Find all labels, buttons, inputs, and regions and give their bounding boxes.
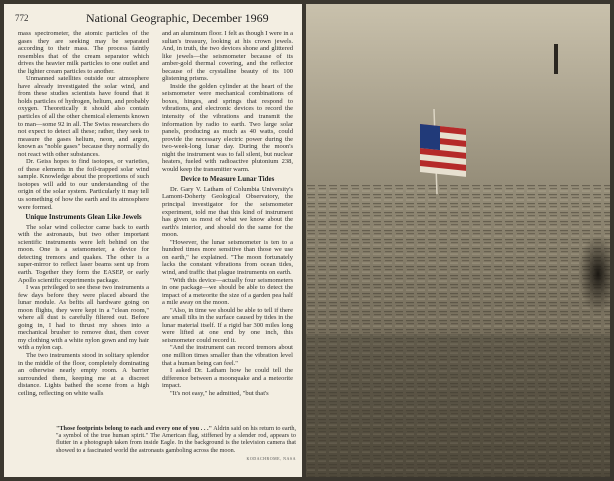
paragraph: The two instruments stood in solitary splendor in the middle of the floor, completely dominating an otherwise nearly empty room. A barrier surrounded them, keeping me at a discreet distance. Lights bathed the scene from a high ceiling, reflecting on white walls bbox=[18, 351, 149, 397]
paragraph: Dr. Geiss hopes to find isotopes, or varieties, of these elements in the foil-trapped solar wind sample. Knowledge about the proportions of such isotopes will add to our understanding of the origin of the solar system. Particularly it may tell us something of how the earth and its atmosphere were formed. bbox=[18, 158, 149, 211]
tv-camera-icon bbox=[554, 44, 558, 74]
paragraph: mass spectrometer, the atomic particles of the gases they are seeking may be separated according to their mass. The process faintly resembles that of the cream separator which drives the heavier milk particles to one outlet and the lighter cream particles to another. bbox=[18, 30, 149, 75]
left-text-column bbox=[18, 30, 149, 416]
running-head bbox=[4, 11, 302, 27]
paragraph: "However, the lunar seismometer is ten to a hundred times more sensitive than those we use on earth," he explained. "The moon fortunately lacks the constant vibrations from ocean tides, wind, and traffic that plague instruments on earth. bbox=[162, 238, 293, 276]
caption-text: Aldrin said on his return to earth, "a symbol of the true human spirit." The American flag, stiffened by a slender rod, appears to flutter in a photograph taken from inside Eagle. In the background is the television camera that showed to a fascinated world the astronauts gamboling across the moon. bbox=[56, 425, 297, 454]
paragraph: and an aluminum floor. I felt as though I were in a sultan's treasury, looking at his crown jewels. And, in truth, the two devices shone and glittered like jewels—the seismometer because of its amber-gold thermal covering, and the reflector because of the crystalline beauty of its 100 glistening prisms. bbox=[162, 30, 293, 83]
paragraph: Inside the golden cylinder at the heart of the seismometer were mechanical combinations of boxes, hinges, and springs that respond to vibrations, and electronic devices to record the intensity of the vibrations and transmit the information by radio to earth. Two large solar panels, producing as much as 40 watts, could provide the necessary electric power during the two-week-long lunar day. During the moon's night the instrument was to fall silent, but nuclear heaters, fueled with radioactive plutonium 238, would keep the transmitter warm. bbox=[162, 82, 293, 173]
paragraph: "With this device—actually four seismometers in one package—we should be able to detect the impact of a meteorite the size of a garden pea half a mile away on the moon. bbox=[162, 276, 293, 307]
photo-caption bbox=[56, 425, 296, 462]
paragraph: I was privileged to see these two instruments a few days before they were placed aboard the lunar module. As befits all hardware going on moon flights, they were kept in a "clean room," where all dust is carefully filtered out. Before going in, I had to thrust my shoes into a mechanical brusher to remove dust, then cover my clothing with a white nylon gown and my hair with a nylon cap. bbox=[18, 284, 149, 352]
paragraph: "And the instrument can record tremors about one million times smaller than the vibration level that a human being can feel." bbox=[162, 344, 293, 367]
paragraph: "It's not easy," he admitted, "but that's bbox=[170, 389, 269, 397]
american-flag-icon bbox=[420, 124, 466, 177]
paragraph: "Also, in time we should be able to tell if there are small tilts in the surface caused by tides in the lunar material itself. If a rigid bar 300 miles long were lifted at one end by one inch, this seismometer could record it. bbox=[162, 306, 293, 344]
text-page bbox=[4, 4, 302, 477]
caption-lead: "Those footprints belong to each and every one of you . . ." bbox=[56, 425, 213, 432]
page-number: 772 bbox=[15, 13, 29, 23]
photo-credit: KODACHROME, NASA bbox=[246, 455, 296, 461]
paragraph: Unmanned satellites outside our atmosphere have already investigated the solar wind, and from these studies scientists have found that it holds particles of hydrogen, helium, and probably oxygen. Theoretically it should also contain particles of all the other chemical elements known to man—some 92 in all. The Swiss researchers do not expect to detect all these; rather, they seek to measure the gases helium, neon, and argon, known as "noble gases" because they normally do not react with other substances. bbox=[18, 75, 149, 158]
paragraph: Dr. Gary V. Latham of Columbia University's Lamont-Doherty Geological Observatory, the principal investigator for the seismometer experiment, told me that this kind of instrument has given us most of what we know about the earth's interior, and should do the same for the moon. bbox=[162, 185, 293, 239]
right-text-column bbox=[162, 30, 293, 416]
section-heading: Device to Measure Lunar Tides bbox=[180, 175, 275, 184]
section-heading: Unique Instruments Glean Like Jewels bbox=[25, 213, 142, 222]
moon-flag-photo-illustration bbox=[306, 4, 610, 477]
paragraph: I asked Dr. Latham how he could tell the difference between a moonquake and a meteorite impact. bbox=[162, 367, 293, 390]
running-title: National Geographic, December 1969 bbox=[86, 11, 269, 25]
paragraph: The solar wind collector came back to earth with the astronauts, but two other important scientific instruments were left behind on the moon. One is a seismometer, a device for detecting tremors and quakes. The other is a super-mirror to reflect laser beams sent up from earth. Together they form the EASEP, or early Apollo scientific experiments package. bbox=[18, 223, 149, 284]
lunar-surface-photo bbox=[306, 4, 610, 477]
